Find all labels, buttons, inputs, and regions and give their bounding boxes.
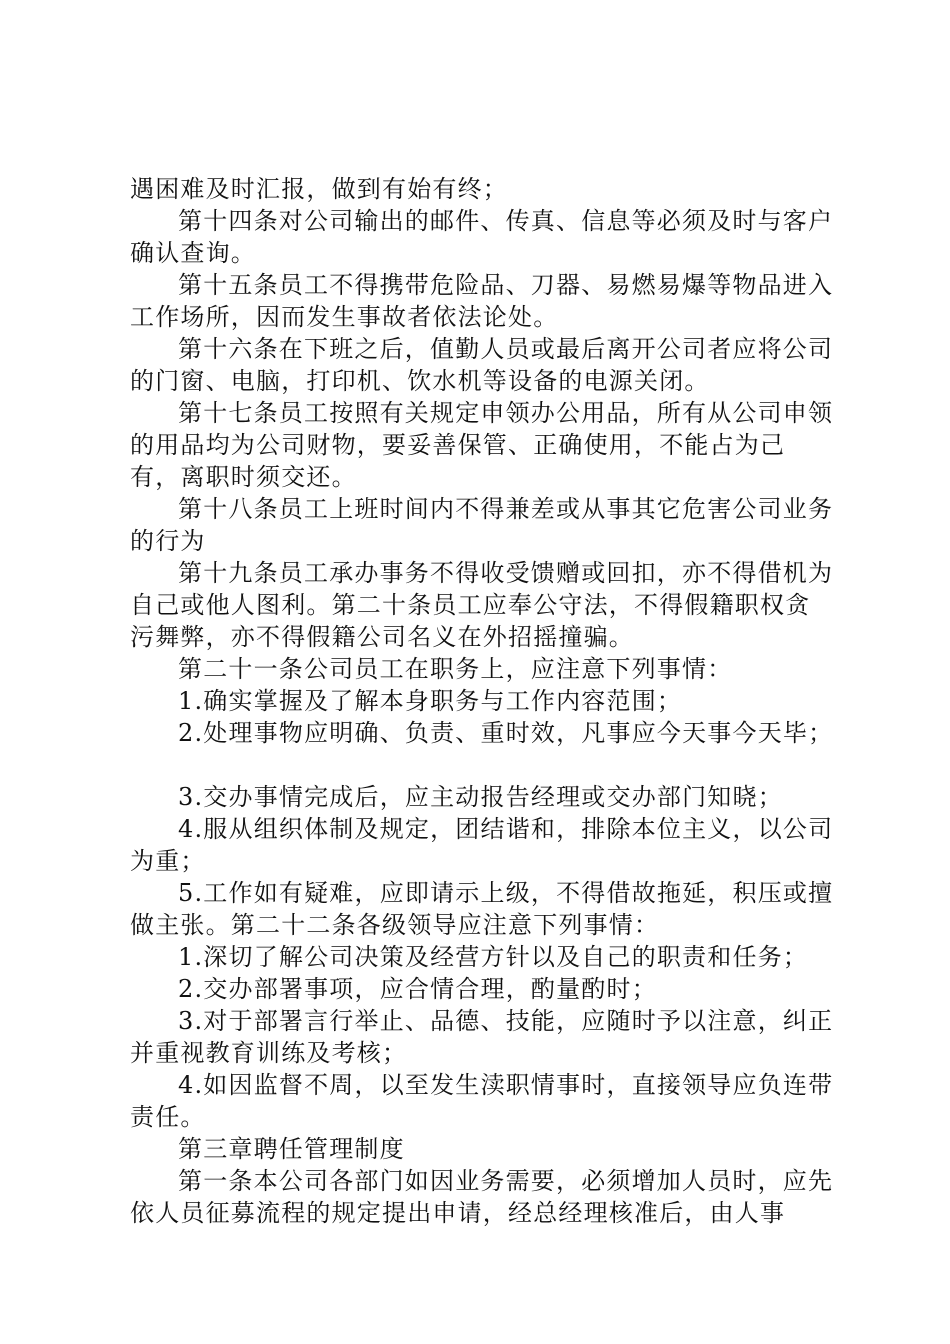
article-15: 第十五条员工不得携带危险品、刀器、易燃易爆等物品进入工作场所，因而发生事故者依法论处。 — [130, 271, 834, 331]
article-21-item-3: 3.交办事情完成后，应主动报告经理或交办部门知晓； — [178, 783, 783, 811]
chapter-3-heading: 第三章聘任管理制度 — [178, 1135, 405, 1163]
article-22-item-2: 2.交办部署事项，应合情合理，酌量酌时； — [178, 975, 657, 1003]
article-22-item-4: 4.如因监督不周，以至发生渎职情事时，直接领导应负连带责任。 — [130, 1071, 834, 1131]
article-21: 第二十一条公司员工在职务上，应注意下列事情： — [178, 655, 733, 683]
article-22-item-3: 3.对于部署言行举止、品德、技能，应随时予以注意，纠正并重视教育训练及考核； — [130, 1007, 834, 1067]
article-21-item-5: 5.工作如有疑难，应即请示上级，不得借故拖延，积压或擅做主张。第二十二条各级领导应注意下列事情： — [130, 879, 834, 939]
article-14: 第十四条对公司输出的邮件、传真、信息等必须及时与客户确认查询。 — [130, 207, 834, 267]
article-16: 第十六条在下班之后，值勤人员或最后离开公司者应将公司的门窗、电脑，打印机、饮水机等设备的电源关闭。 — [130, 335, 834, 395]
paragraph-continuation: 遇困难及时汇报，做到有始有终； — [130, 175, 508, 203]
chapter-3-article-1: 第一条本公司各部门如因业务需要，必须增加人员时，应先依人员征募流程的规定提出申请，经总经理核准后，由人事 — [130, 1167, 834, 1227]
article-19-20: 第十九条员工承办事务不得收受馈赠或回扣，亦不得借机为自己或他人图利。第二十条员工应奉公守法，不得假籍职权贪污舞弊，亦不得假籍公司名义在外招摇撞骗。 — [130, 559, 834, 651]
blank-line — [130, 749, 835, 781]
article-21-item-4: 4.服从组织体制及规定，团结谐和，排除本位主义，以公司为重； — [130, 815, 834, 875]
article-18: 第十八条员工上班时间内不得兼差或从事其它危害公司业务的行为 — [130, 495, 834, 555]
document-body — [130, 173, 835, 1229]
article-21-item-2: 2.处理事物应明确、负责、重时效，凡事应今天事今天毕； — [178, 719, 834, 747]
article-17: 第十七条员工按照有关规定申领办公用品，所有从公司申领的用品均为公司财物，要妥善保管、正确使用，不能占为己有，离职时须交还。 — [130, 399, 834, 491]
article-21-item-1: 1.确实掌握及了解本身职务与工作内容范围； — [178, 687, 683, 715]
article-22-item-1: 1.深切了解公司决策及经营方针以及自己的职责和任务； — [178, 943, 809, 971]
